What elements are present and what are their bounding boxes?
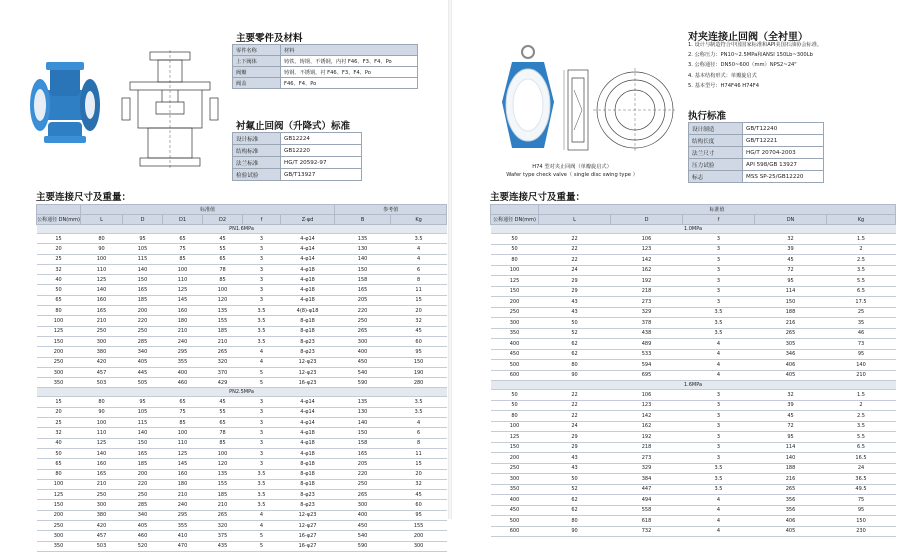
materials-title: 主要零件及材料 <box>236 33 303 44</box>
table-row: 250 420 405 355 320 4 12-φ27 450 155 <box>37 521 447 531</box>
table-row: 50 22 106 3 32 1.5 <box>491 234 896 245</box>
table-header-row: 标准值 <box>491 205 896 215</box>
table-row: 20 90 105 75 55 3 4-φ14 130 3.5 <box>37 407 447 417</box>
table-row: 150 300 285 240 210 3.5 8-φ23 300 60 <box>37 500 447 510</box>
table-row: 上下阀体 铸铁、铸钢、不锈钢，内衬 F46、F3、F4、Po <box>233 56 418 67</box>
standards-table <box>232 132 362 181</box>
table-row: 检验试验 GB/T13927 <box>233 169 362 181</box>
table-row: 15 80 95 65 45 3 4-φ14 135 3.5 <box>37 397 447 407</box>
table-row: 设计制造 GB/T12240 <box>689 123 824 135</box>
table-row: 125 250 250 210 185 3.5 8-φ18 265 45 <box>37 326 447 336</box>
table-row: 500 80 594 4 406 140 <box>491 360 896 371</box>
table-row: 法兰尺寸 HG/T 20704-2003 <box>689 147 824 159</box>
table-row: 300 457 460 410 375 5 16-φ27 540 200 <box>37 531 447 541</box>
materials-table <box>232 44 418 89</box>
list-item: 4. 基本结构形式：单瓣旋启式 <box>688 72 757 79</box>
table-row: 350 503 505 460 429 5 16-φ23 590 280 <box>37 378 447 388</box>
table-row: 40 125 150 110 85 3 4-φ18 158 8 <box>37 275 447 285</box>
table-row: 200 380 340 295 265 4 8-φ23 400 95 <box>37 347 447 357</box>
table-row: 200 43 273 3 150 17.5 <box>491 297 896 308</box>
exec-standards-table <box>688 122 824 183</box>
table-row: 150 29 218 3 114 6.5 <box>491 286 896 297</box>
table-row: 300 50 378 3.5 216 35 <box>491 318 896 329</box>
table-row: 100 24 162 3 72 3.5 <box>491 265 896 276</box>
list-item: 2. 公称压力：PN10~2.5MPa和ANSI 150Lb~300Lb <box>688 52 813 59</box>
table-row: 500 80 618 4 406 150 <box>491 516 896 527</box>
dimensions-table <box>36 204 447 552</box>
table-row: 80 165 200 160 135 3.5 4(8)-φ18 220 20 <box>37 306 447 316</box>
pressure-row: PN2.5MPa <box>37 388 447 397</box>
standards-title: 衬氟止回阀（升降式）标准 <box>236 121 351 132</box>
valve-photo-icon <box>28 60 103 145</box>
table-row: 结构长度 GB/T12221 <box>689 135 824 147</box>
table-row: 600 90 732 4 405 230 <box>491 526 896 537</box>
table-row: 法兰标准 HG/T 20592-97 <box>233 157 362 169</box>
table-row: 80 22 142 3 45 2.5 <box>491 411 896 422</box>
dimensions-table-body <box>37 225 447 552</box>
table-row: 400 62 494 4 356 75 <box>491 495 896 506</box>
table-row: 600 90 695 4 405 210 <box>491 370 896 381</box>
table-row: 标志 MSS SP-25/GB12220 <box>689 171 824 183</box>
table-row: 设计标准 GB12224 <box>233 133 362 145</box>
table-row: 32 110 140 100 78 3 4-φ18 150 6 <box>37 264 447 274</box>
list-item: 3. 公称通径：DN50~600（mm）NPS2~24" <box>688 62 797 69</box>
table-header-row: 标准值 参考值 <box>37 205 447 215</box>
dimensions-table <box>490 204 896 537</box>
table-row: 阀盖 F46、F4、Po <box>233 78 418 89</box>
dimensions-title: 主要连接尺寸及重量： <box>490 189 895 205</box>
table-row: 450 62 533 4 346 95 <box>491 349 896 360</box>
table-row: 100 24 162 3 72 3.5 <box>491 421 896 432</box>
table-row: 125 29 192 3 95 5.5 <box>491 276 896 287</box>
table-row: 32 110 140 100 78 3 4-φ18 150 6 <box>37 428 447 438</box>
table-row: 350 503 520 470 435 5 16-φ27 590 300 <box>37 541 447 551</box>
table-row: 300 50 384 3.5 216 36.5 <box>491 474 896 485</box>
dimensions-table-body <box>491 225 896 537</box>
figure-caption-cn: H74 型对夹止回阀（单瓣旋启式） <box>532 164 612 170</box>
table-header-row: 公称通径 DN(mm) L D f DN Kg <box>491 215 896 225</box>
table-row: 200 380 340 295 265 4 12-φ23 400 95 <box>37 510 447 520</box>
table-row: 80 165 200 160 135 3.5 8-φ18 220 20 <box>37 469 447 479</box>
table-row: 100 210 220 180 155 3.5 8-φ18 250 32 <box>37 479 447 489</box>
table-row: 20 90 105 75 55 3 4-φ14 130 4 <box>37 244 447 254</box>
pressure-row: 1.0MPa <box>491 225 896 234</box>
list-item: 5. 基本型号：H74F46 H74F4 <box>688 82 760 89</box>
table-row: 350 52 438 3.5 265 46 <box>491 328 896 339</box>
table-row: 压力试验 API 598/GB 13927 <box>689 159 824 171</box>
pressure-row: PN1.6MPa <box>37 225 447 234</box>
table-row: 零件名称 材料 <box>233 45 418 56</box>
table-row: 250 43 329 3.5 188 24 <box>491 463 896 474</box>
table-row: 阀瓣 铸钢、不锈钢，衬 F46、F3、F4、Po <box>233 67 418 78</box>
table-row: 250 43 329 3.5 188 25 <box>491 307 896 318</box>
table-row: 65 160 185 145 120 3 8-φ18 205 15 <box>37 459 447 469</box>
table-row: 50 22 123 3 39 2 <box>491 400 896 411</box>
table-row: 150 300 285 240 210 3.5 8-φ23 300 60 <box>37 336 447 346</box>
wafer-valve-photo-icon <box>498 42 558 152</box>
left-page <box>0 0 448 550</box>
figure-caption-en: Wafer type check valve（ single disc swing type ） <box>506 172 638 178</box>
table-row: 50 140 165 125 100 3 4-φ18 165 11 <box>37 448 447 458</box>
table-row: 450 62 558 4 356 95 <box>491 505 896 516</box>
table-row: 结构标准 GB12220 <box>233 145 362 157</box>
valve-section-drawing-icon <box>120 48 220 173</box>
table-row: 65 160 185 145 120 3 4-φ18 205 15 <box>37 295 447 305</box>
table-row: 300 457 445 400 370 5 12-φ23 540 190 <box>37 367 447 377</box>
product-title: 对夹连接止回阀（全衬里） <box>688 32 808 43</box>
features-list <box>688 40 898 91</box>
table-row: 100 210 220 180 155 3.5 8-φ18 250 32 <box>37 316 447 326</box>
table-header-row: 公称通径 DN(mm) L D D1 D2 f Z-φd B Kg <box>37 215 447 225</box>
right-page <box>452 0 900 535</box>
table-row: 40 125 150 110 85 3 4-φ18 158 8 <box>37 438 447 448</box>
table-row: 250 420 405 355 320 4 12-φ23 450 150 <box>37 357 447 367</box>
list-item: 1. 设计与制造符合中国国家标准和API美国石油协会标准。 <box>688 42 823 48</box>
wafer-valve-drawing-icon <box>560 60 675 160</box>
table-row: 25 100 115 85 65 3 4-φ14 140 4 <box>37 254 447 264</box>
table-row: 125 250 250 210 185 3.5 8-φ23 265 45 <box>37 490 447 500</box>
pressure-row: 1.6MPa <box>491 381 896 390</box>
table-row: 200 43 273 3 140 16.5 <box>491 453 896 464</box>
table-row: 350 52 447 3.5 265 49.5 <box>491 484 896 495</box>
table-row: 125 29 192 3 95 5.5 <box>491 432 896 443</box>
table-row: 50 22 123 3 39 2 <box>491 244 896 255</box>
table-row: 50 22 106 3 32 1.5 <box>491 390 896 401</box>
table-row: 15 80 95 65 45 3 4-φ14 135 3.5 <box>37 234 447 244</box>
dimensions-title: 主要连接尺寸及重量： <box>36 189 446 205</box>
table-row: 50 140 165 125 100 3 4-φ18 165 11 <box>37 285 447 295</box>
table-row: 150 29 218 3 114 6.5 <box>491 442 896 453</box>
table-row: 400 62 489 4 305 73 <box>491 339 896 350</box>
table-row: 80 22 142 3 45 2.5 <box>491 255 896 266</box>
exec-standards-title: 执行标准 <box>688 111 727 122</box>
table-row: 25 100 115 85 65 3 4-φ14 140 4 <box>37 418 447 428</box>
